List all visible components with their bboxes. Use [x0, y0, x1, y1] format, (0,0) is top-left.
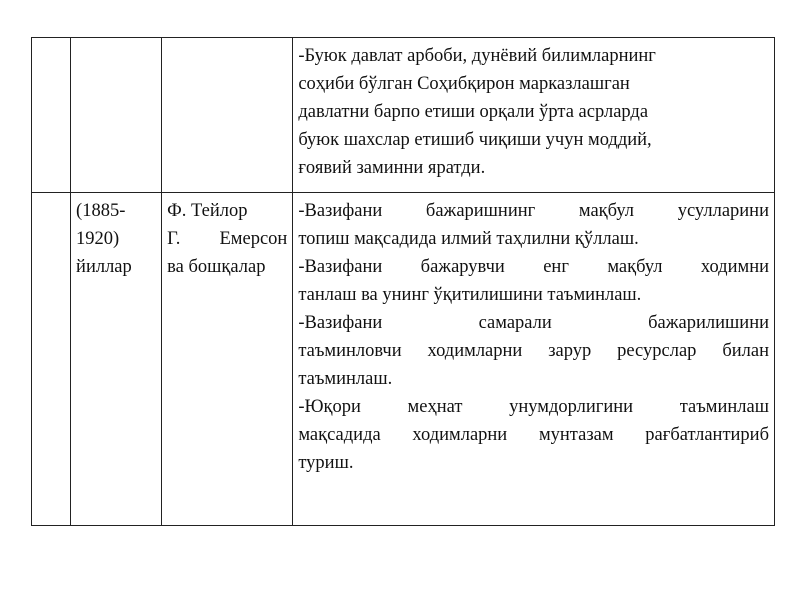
- period-line: 1920): [76, 229, 120, 249]
- paragraph: [298, 253, 769, 309]
- period-line: (1885-: [76, 201, 126, 221]
- description-cell: [293, 38, 775, 193]
- paragraph: [298, 197, 769, 253]
- period-cell: [71, 193, 162, 526]
- authors-cell: [162, 38, 293, 193]
- description-text: -Буюк давлат арбоби, дунёвий билимларнинг соҳиби бўлган Соҳибқирон марказлашган давлатни барпо етиши орқали ўрта асрларда буюк шахслар етишиб чиқиши учун моддий, ғоявий заминни яратди.: [298, 46, 656, 178]
- authors-cell: [162, 193, 293, 526]
- author-line: Ф. Тейлор: [167, 201, 248, 221]
- table-row: [32, 38, 775, 193]
- index-cell: [32, 38, 71, 193]
- paragraph: [298, 309, 769, 393]
- period-cell: [71, 38, 162, 193]
- text-line: мақсадида ходимларни мунтазам рағбатлантириб: [298, 425, 769, 445]
- text-line: таъминлаш.: [298, 369, 393, 389]
- index-cell: [32, 193, 71, 526]
- author-line: Г. Емерсон: [167, 229, 288, 249]
- text-line: -Вазифани самарали бажарилишини: [298, 313, 769, 333]
- period-line: йиллар: [76, 257, 132, 277]
- text-line: -Вазифани бажаришнинг мақбул усулларини: [298, 201, 769, 221]
- paragraph: [298, 393, 769, 477]
- text-line: топиш мақсадида илмий таҳлилни қўллаш.: [298, 229, 639, 249]
- author-line: ва бошқалар: [167, 257, 266, 277]
- text-line: -Юқори меҳнат унумдорлигини таъминлаш: [298, 397, 769, 417]
- table-row: [32, 193, 775, 526]
- description-cell: [293, 193, 775, 526]
- text-line: -Вазифани бажарувчи енг мақбул ходимни: [298, 257, 769, 277]
- content-table: [31, 37, 775, 526]
- text-line: туриш.: [298, 453, 354, 473]
- text-line: танлаш ва унинг ўқитилишини таъминлаш.: [298, 285, 642, 305]
- text-line: таъминловчи ходимларни зарур ресурслар билан: [298, 341, 769, 361]
